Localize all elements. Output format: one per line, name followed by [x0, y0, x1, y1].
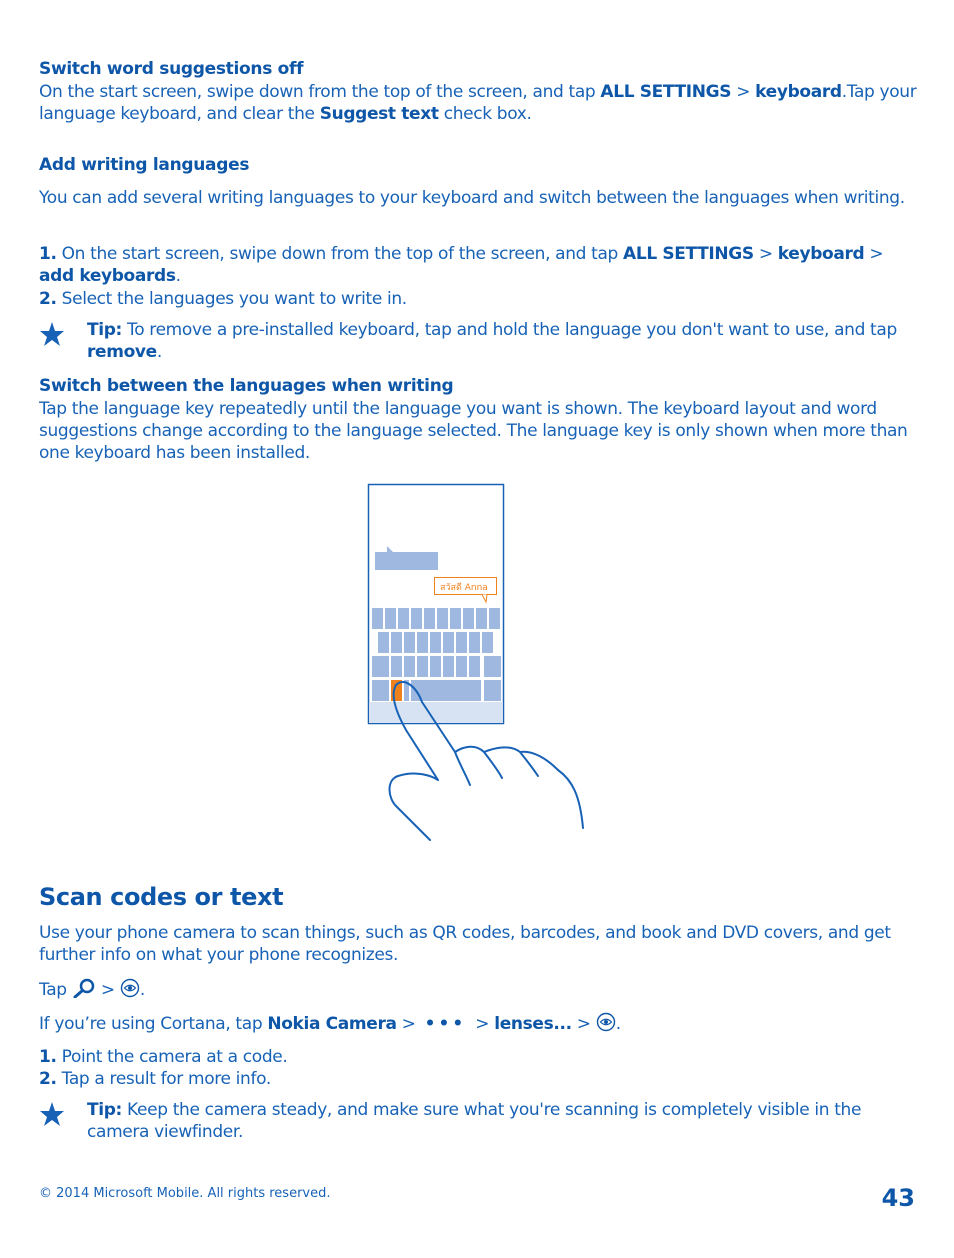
keyboard-key [443, 656, 454, 677]
tip-camera-steady: Tip: Keep the camera steady, and make sure what you're scanning is completely visible in the camera viewfinder. [87, 1100, 862, 1142]
suggestion-text: สวัสดี Anna [440, 583, 488, 593]
keyboard-key [372, 680, 389, 701]
tip-remove-keyboard: Tip: To remove a pre-installed keyboard, tap and hold the language you don't want to use, and tap remove. [87, 320, 897, 362]
keyboard-key [469, 632, 480, 653]
paragraph-suggestions-off: On the start screen, swipe down from the top of the screen, and tap ALL SETTINGS > keyboard.Tap your language keyboard, and clear the Suggest text check box. [39, 82, 917, 124]
star-icon [39, 1101, 65, 1127]
keyboard-key [378, 632, 389, 653]
keyboard-bottom-bar [369, 702, 503, 723]
keyboard-key [404, 656, 415, 677]
keyboard-key [417, 632, 428, 653]
keyboard-key [424, 608, 435, 629]
paragraph-switch-languages: Tap the language key repeatedly until the language you want is shown. The keyboard layout and word suggestions change according to the language selected. The language key is only shown when more than one keyboard has been installed. [39, 399, 908, 463]
keyboard-key [430, 632, 441, 653]
keyboard-key [398, 608, 409, 629]
copyright-footer: © 2014 Microsoft Mobile. All rights reserved. [39, 1186, 331, 1201]
keyboard-key [469, 656, 480, 677]
search-icon [72, 978, 96, 998]
keyboard-key [391, 656, 402, 677]
keyboard-key [482, 632, 493, 653]
keyboard-key [463, 608, 474, 629]
keyboard-key [489, 608, 500, 629]
more-dots-icon: ••• [424, 1014, 467, 1034]
step-select-languages: 2. Select the languages you want to write in. [39, 289, 407, 309]
star-icon [39, 321, 65, 347]
heading-switch-languages: Switch between the languages when writing [39, 376, 454, 396]
keyboard-key [450, 608, 461, 629]
keyboard-key [430, 656, 441, 677]
keyboard-key [372, 608, 383, 629]
paragraph-add-languages-intro: You can add several writing languages to your keyboard and switch between the languages when writing. [39, 188, 905, 208]
heading-scan-codes: Scan codes or text [39, 883, 284, 911]
keyboard-key [404, 632, 415, 653]
paragraph-cortana-lenses: If you’re using Cortana, tap Nokia Camera > ••• > lenses... > . [39, 1014, 621, 1034]
keyboard-key [411, 608, 422, 629]
step-add-keyboards: 1. On the start screen, swipe down from the top of the screen, and tap ALL SETTINGS > keyboard > add keyboards. [39, 244, 884, 286]
keyboard-key [484, 656, 501, 677]
keyboard-illustration [360, 480, 600, 850]
lens-icon [596, 1012, 616, 1032]
keyboard-key [456, 632, 467, 653]
step-tap-result: 2. Tap a result for more info. [39, 1069, 271, 1089]
keyboard-key [484, 680, 501, 701]
keyboard-key [391, 632, 402, 653]
keyboard-key [456, 656, 467, 677]
heading-add-writing-languages: Add writing languages [39, 155, 250, 175]
keyboard-key [372, 656, 389, 677]
step-point-camera: 1. Point the camera at a code. [39, 1047, 288, 1067]
page-number: 43 [881, 1184, 915, 1212]
keyboard-key [437, 608, 448, 629]
space-key [411, 680, 481, 701]
lens-icon [120, 978, 140, 998]
keyboard-key [443, 632, 454, 653]
keyboard-key [417, 656, 428, 677]
keyboard-key [476, 608, 487, 629]
heading-switch-word-suggestions: Switch word suggestions off [39, 59, 304, 79]
keyboard-key [385, 608, 396, 629]
paragraph-tap-search-lens: Tap > . [39, 980, 145, 1000]
paragraph-scan-intro: Use your phone camera to scan things, such as QR codes, barcodes, and book and DVD covers, and get further info on what your phone recognizes. [39, 923, 891, 965]
